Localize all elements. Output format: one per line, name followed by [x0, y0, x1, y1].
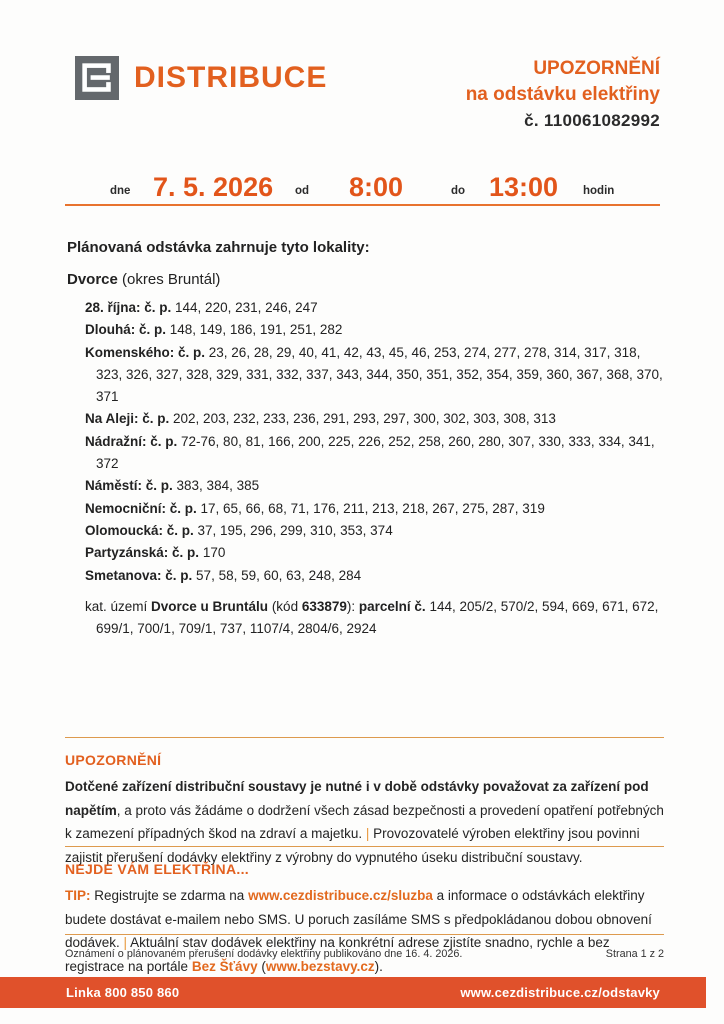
street-numbers: 17, 65, 66, 68, 71, 176, 211, 213, 218, 267, 275, 287, 319 — [200, 500, 545, 516]
bezstavy-link[interactable]: www.bezstavy.cz — [265, 958, 375, 974]
schedule-band — [65, 168, 660, 206]
street-numbers: 202, 203, 232, 233, 236, 291, 293, 297, 300, 302, 303, 308, 313 — [173, 411, 556, 427]
street-label: Nemocniční: č. p. — [85, 500, 201, 516]
publication-row — [65, 934, 664, 960]
localities-heading: Plánovaná odstávka zahrnuje tyto lokality: — [67, 239, 370, 256]
street-item — [85, 408, 670, 430]
odstavky-website-link[interactable]: www.cezdistribuce.cz/odstavky — [460, 985, 660, 1000]
parcel-numbers: 144, 205/2, 570/2, 594, 669, 671, 672, 699/1, 700/1, 709/1, 737, 1107/4, 2804/6, 2924 — [96, 598, 659, 637]
municipality-district: (okres Bruntál) — [117, 271, 221, 288]
street-numbers: 148, 149, 186, 191, 251, 282 — [169, 322, 343, 338]
street-numbers: 37, 195, 296, 299, 310, 353, 374 — [197, 522, 393, 538]
cadastral-name: Dvorce u Bruntálu — [151, 598, 269, 614]
street-item — [85, 319, 670, 341]
outage-date: 7. 5. 2026 — [153, 172, 274, 202]
warning-text-1: , a proto vás žádáme o dodržení všech zásad bezpečnosti a provedení opatření potřebných k zamezení případných škod na zdraví a majetku. — [65, 802, 664, 841]
notice-number: č. 110061082992 — [524, 111, 660, 130]
street-item — [85, 297, 670, 319]
cez-logo-icon — [75, 56, 119, 100]
sluzba-link[interactable]: www.cezdistribuce.cz/sluzba — [248, 888, 433, 903]
street-item — [85, 431, 670, 476]
notice-block — [466, 56, 660, 134]
street-label: Komenského: č. p. — [85, 344, 209, 360]
tip-text-3: Aktuální stav dodávek elektřiny na konkrétní adrese zjistíte snadno, rychle a bez registrace na portále — [65, 935, 610, 974]
bezstavy-portal-name: Bez Šťávy — [191, 958, 258, 974]
tip-heading: NEJDE VÁM ELEKTŘINA... — [65, 861, 249, 877]
hodin-label: hodin — [583, 185, 615, 197]
tip-section — [65, 846, 664, 992]
cadastral-line — [67, 596, 670, 641]
cadastral-kod-prefix: (kód — [268, 598, 302, 614]
brand — [75, 56, 327, 100]
parcel-label: parcelní č. — [358, 598, 426, 614]
municipality-line — [67, 271, 670, 288]
warning-text-2: Provozovatelé výroben elektřiny jsou povinni zajistit přerušení dodávky elektřiny z výrobny do vypnutého úseku distribuční soustavy. — [65, 826, 640, 865]
street-numbers: 57, 58, 59, 60, 63, 248, 284 — [196, 567, 362, 583]
street-item — [85, 342, 670, 409]
street-item — [85, 520, 670, 542]
street-label: Náměstí: č. p. — [85, 478, 177, 494]
tip-text-2: a informace o odstávkách elektřiny budete dostávat e-mailem nebo SMS. U poruch zasíláme SMS s předpokládanou dobou obnovení dodávek. — [65, 888, 652, 950]
street-label: Nádražní: č. p. — [85, 433, 182, 449]
warning-heading: UPOZORNĚNÍ — [65, 752, 162, 768]
do-label: do — [451, 185, 466, 197]
notice-subtitle: na odstávku elektřiny — [465, 84, 660, 105]
tip-text-4: ( — [257, 958, 266, 974]
street-list — [67, 297, 670, 587]
tip-text-1: Registrujte se zdarma na — [90, 888, 249, 903]
separator-mark: | — [365, 826, 370, 841]
street-label: Smetanova: č. p. — [85, 567, 197, 583]
street-numbers: 23, 26, 28, 29, 40, 41, 42, 43, 45, 46, 253, 274, 277, 278, 314, 317, 318, 323, 326, 327, 328, 329, 331, 332, 337, 343, 344, 350, 351, 352, 354, 359, 360, 367, 368, 370, 371 — [96, 344, 663, 405]
street-label: 28. října: č. p. — [85, 300, 176, 315]
hotline-phone: Linka 800 850 860 — [66, 985, 180, 1000]
page-number: Strana 1 z 2 — [605, 948, 664, 960]
street-label: Na Aleji: č. p. — [85, 411, 174, 427]
street-item — [85, 498, 670, 520]
localities-section — [67, 239, 670, 640]
municipality-name: Dvorce — [67, 271, 118, 288]
street-numbers: 383, 384, 385 — [176, 478, 260, 494]
tip-label: TIP: — [65, 888, 91, 903]
from-time: 8:00 — [349, 172, 404, 202]
tip-text-5: ). — [374, 958, 383, 974]
footer-bar — [0, 977, 706, 1008]
street-numbers: 170 — [202, 545, 226, 561]
warning-bold-text: Dotčené zařízení distribuční soustavy je nutné i v době odstávky považovat za zařízení pod napětím — [65, 779, 649, 818]
document-header — [75, 56, 660, 134]
dne-label: dne — [110, 185, 131, 197]
brand-name: DISTRIBUCE — [134, 61, 328, 94]
street-numbers: 144, 220, 231, 246, 247 — [175, 300, 318, 315]
street-label: Dlouhá: č. p. — [85, 322, 170, 338]
street-label: Partyzánská: č. p. — [85, 545, 203, 561]
od-label: od — [295, 185, 310, 197]
street-item — [85, 542, 670, 564]
street-numbers: 72-76, 80, 81, 166, 200, 225, 226, 252, 258, 260, 280, 307, 330, 333, 334, 341, 372 — [96, 433, 655, 472]
cadastral-kod-suffix: ): — [346, 598, 359, 614]
street-label: Olomoucká: č. p. — [85, 522, 198, 538]
notice-title: UPOZORNĚNÍ — [533, 58, 660, 79]
street-item — [85, 565, 670, 587]
publication-note: Oznámení o plánovaném přerušení dodávky elektřiny publikováno dne 16. 4. 2026. — [65, 948, 463, 960]
to-time: 13:00 — [489, 172, 559, 202]
tip-paragraph — [65, 884, 664, 978]
cadastral-prefix: kat. území — [85, 598, 152, 614]
street-item — [85, 475, 670, 497]
cadastral-kod: 633879 — [301, 598, 347, 614]
separator-mark: | — [123, 935, 128, 950]
